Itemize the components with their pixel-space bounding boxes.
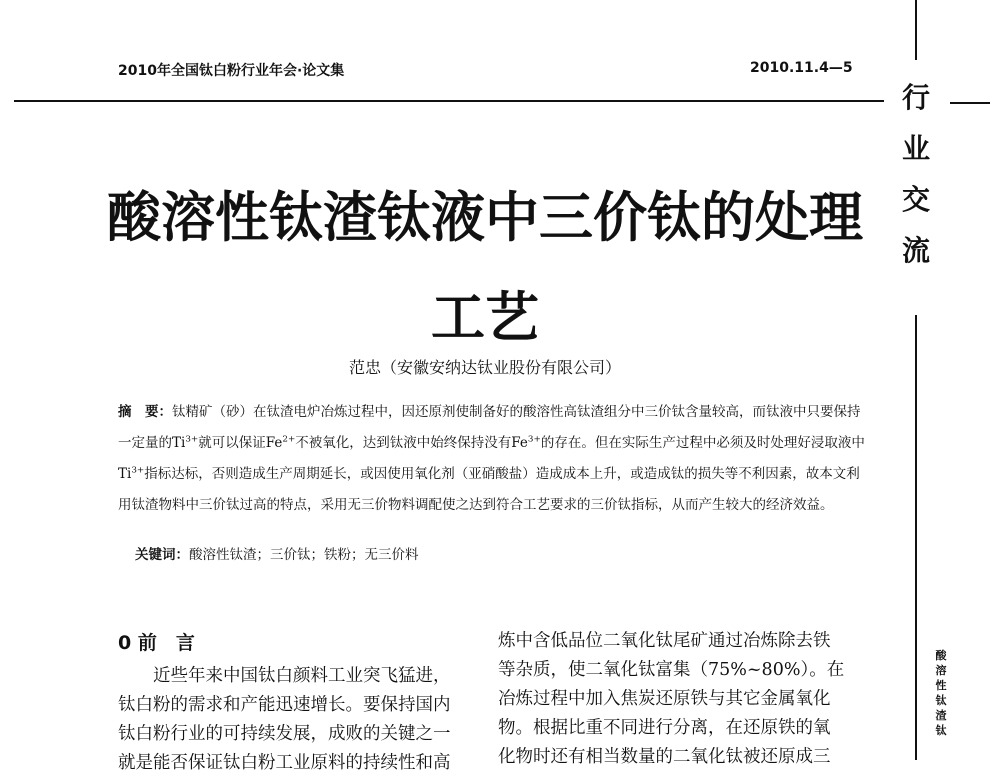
title-line-1: 酸溶性钛渣钛液中三价钛的处理 [107,186,863,249]
body-line: 冶炼过程中加入焦炭还原铁与其它金属氧化 [498,689,831,709]
running-title-char: 钛 [935,724,947,737]
side-divider-vertical [915,315,917,760]
body-line: 钛白粉的需求和产能迅速增长。要保持国内 [118,695,451,715]
abstract-text: 的存在。但在实际生产过程中必须及时处理好浸取液中Ti [118,435,865,482]
superscript: 3+ [131,465,145,476]
abstract-text: 就可以保证Fe [198,435,283,451]
body-line: 就是能否保证钛白粉工业原料的持续性和高 [118,753,451,773]
body-column-left [118,662,470,778]
running-title-char: 钛 [935,694,947,707]
superscript: 3+ [185,434,199,445]
superscript: 3+ [527,434,541,445]
running-title-char: 渣 [935,709,947,722]
keywords-text: 酸溶性钛渣；三价钛；铁粉；无三价料 [189,547,419,563]
body-line: 物。根据比重不同进行分离，在还原铁的氧 [498,718,831,738]
superscript: 2+ [282,434,296,445]
running-title-vertical [932,648,950,738]
running-title-char: 溶 [935,664,947,677]
body-line: 近些年来中国钛白颜料工业突飞猛进， [153,666,451,686]
side-divider-top [915,0,917,60]
body-line: 等杂质，使二氧化钛富集（75%~80%）。在 [498,660,845,680]
abstract-text: 不被氧化，达到钛液中始终保持没有Fe [295,435,528,451]
title-line-2: 工艺 [431,286,539,349]
abstract-text: 指标达标，否则造成生产周期延长，或因使用氧化剂（亚硝酸盐）造成成本上升，或造成钛的损失等不利因素，故本文利用钛渣物料中三价钛过高的特点，采用无三价物料调配使之达到符合工艺要求的三价钛指标，从而产生较大的经济效益。 [118,466,860,513]
header-rule [14,100,884,102]
author-affiliation: 范忠（安徽安纳达钛业股份有限公司） [348,358,621,377]
keywords-label: 关键词： [135,547,189,563]
conference-date: 2010.11.4—5 [750,60,853,76]
side-divider-short [950,102,990,104]
section-tag [896,72,936,276]
section-tag-char: 交 [901,183,930,216]
body-column-right [498,627,866,772]
body-line: 钛白粉行业的可持续发展，成败的关键之一 [118,724,451,744]
section-tag-char: 行 [901,81,930,114]
running-title-char: 酸 [935,649,947,662]
article-title [100,168,870,368]
section-tag-char: 流 [901,234,930,267]
abstract-label: 摘 要： [118,404,172,420]
section-heading: 0 前 言 [118,632,195,654]
keywords [135,543,419,563]
abstract [118,397,866,521]
section-tag-char: 业 [901,132,930,165]
running-title-char: 性 [935,679,947,692]
body-line: 化物时还有相当数量的二氧化钛被还原成三 [498,747,831,767]
body-line: 炼中含低品位二氧化钛尾矿通过冶炼除去铁 [498,631,831,651]
journal-header: 2010年全国钛白粉行业年会·论文集 [118,63,345,79]
abstract-text: 钛精矿（砂）在钛渣电炉冶炼过程中，因还原剂使制备好的酸溶性高钛渣组分中三价钛含量较高，而钛液中只要保持一定量的Ti [118,404,861,451]
